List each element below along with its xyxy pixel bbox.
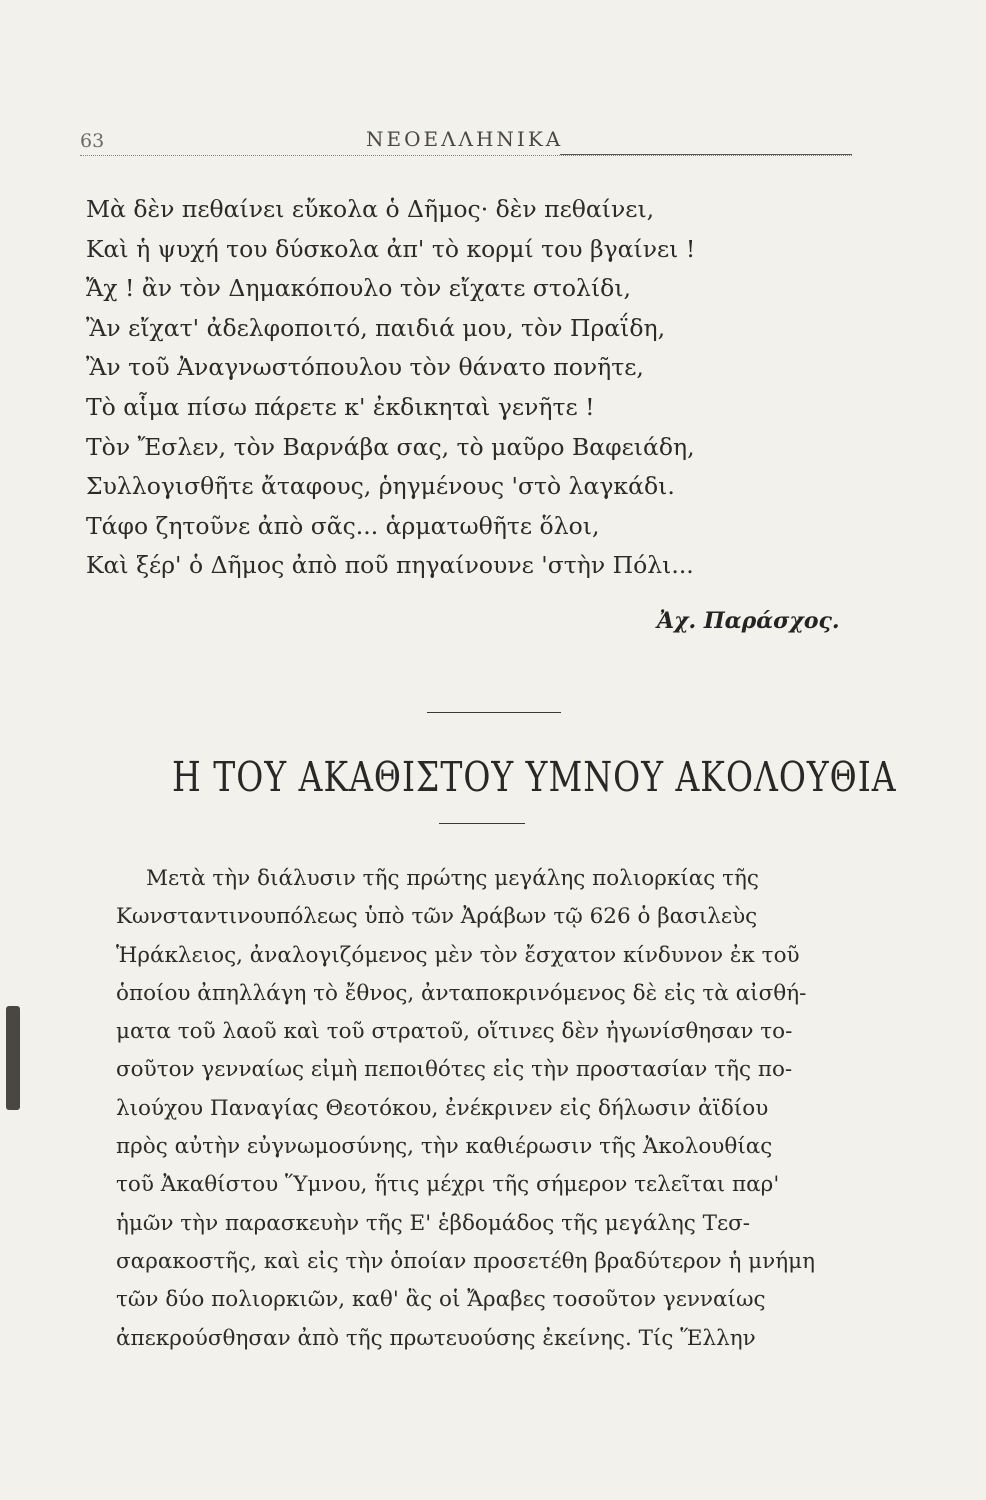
body-line: τῶν δύο πολιορκιῶν, καθ' ἃς οἱ Ἄραβες τοσοῦτον γενναίως (116, 1287, 766, 1313)
poem-line: Συλλογισθῆτε ἄταφους, ῥηγμένους 'στὸ λαγκάδι. (86, 472, 675, 501)
poem-signature: Ἀχ. Παράσχος. (657, 608, 840, 634)
poem-line: Τάφο ζητοῦνε ἀπὸ σᾶς... ἁρματωθῆτε ὅλοι, (86, 511, 600, 540)
poem-line: Ἄχ ! ἂν τὸν Δημακόπουλο τὸν εἴχατε στολίδι, (86, 274, 631, 303)
body-line: σαρακοστῆς, καὶ εἰς τὴν ὁποίαν προσετέθη βραδύτερον ἡ μνήμη (116, 1248, 815, 1274)
body-line: σοῦτον γενναίως εἰμὴ πεποιθότες εἰς τὴν προστασίαν τῆς πο- (116, 1057, 793, 1083)
poem-line: Τὸν Ἔσλεν, τὸν Βαρνάβα σας, τὸ μαῦρο Βαφειάδη, (86, 432, 695, 461)
poem-line: Καὶ ἡ ψυχή του δύσκολα ἀπ' τὸ κορμί του βγαίνει ! (86, 234, 696, 263)
poem-line: Ἂν εἴχατ' ἀδελφοποιτό, παιδιά μου, τὸν Πραΐδη, (86, 313, 666, 342)
body-line: Κωνσταντινουπόλεως ὑπὸ τῶν Ἀράβων τῷ 626 ὁ βασιλεὺς (116, 904, 758, 930)
section-title: Η ΤΟΥ ΑΚΑΘΙΣΤΟΥ ΥΜΝΟΥ ΑΚΟΛΟΥΘΙΑ (172, 752, 897, 801)
body-paragraph (116, 860, 896, 1358)
poem-line: Καὶ ξέρ' ὁ Δῆμος ἀπὸ ποῦ πηγαίνουνε 'στὴν Πόλι... (86, 551, 694, 580)
poem-line: Ἂν τοῦ Ἀναγνωστόπουλου τὸν θάνατο πονῆτε, (86, 353, 644, 382)
poem-line: Μὰ δὲν πεθαίνει εὔκολα ὁ Δῆμος· δὲν πεθαίνει, (86, 195, 655, 223)
body-line: Ἡράκλειος, ἀναλογιζόμενος μὲν τὸν ἔσχατον κίνδυνον ἐκ τοῦ (116, 942, 800, 968)
header-divider (80, 155, 852, 156)
page-number: 63 (80, 130, 105, 152)
body-line: ματα τοῦ λαοῦ καὶ τοῦ στρατοῦ, οἵτινες δὲν ἠγωνίσθησαν το- (116, 1019, 793, 1045)
body-line: λιούχου Παναγίας Θεοτόκου, ἐνέκρινεν εἰς δήλωσιν ἀϊδίου (116, 1095, 769, 1121)
section-rule-top (427, 712, 561, 713)
section-rule-bottom (439, 823, 525, 824)
body-line: ἡμῶν τὴν παρασκευὴν τῆς Ε' ἑβδομάδος τῆς μεγάλης Τεσ- (116, 1210, 751, 1236)
header-divider-solid (560, 154, 852, 155)
body-line: πρὸς αὐτὴν εὐγνωμοσύνης, τὴν καθιέρωσιν τῆς Ἀκολουθίας (116, 1134, 773, 1160)
body-line: Μετὰ τὴν διάλυσιν τῆς πρώτης μεγάλης πολιορκίας τῆς (146, 866, 759, 891)
running-head: ΝΕΟΕΛΛΗΝΙΚΑ (366, 127, 564, 151)
poem-block (86, 190, 846, 586)
body-line: ἀπεκρούσθησαν ἀπὸ τῆς πρωτευούσης ἐκείνης. Τίς Ἕλλην (116, 1325, 756, 1351)
poem-line: Τὸ αἷμα πίσω πάρετε κ' ἐκδικηταὶ γενῆτε ! (86, 392, 595, 421)
body-line: τοῦ Ἀκαθίστου Ὕμνου, ἥτις μέχρι τῆς σήμερον τελεῖται παρ' (116, 1172, 780, 1198)
scan-binding-mark (6, 1006, 20, 1110)
body-line: ὁποίου ἀπηλλάγη τὸ ἔθνος, ἀνταποκρινόμενος δὲ εἰς τὰ αἰσθή- (116, 980, 807, 1006)
